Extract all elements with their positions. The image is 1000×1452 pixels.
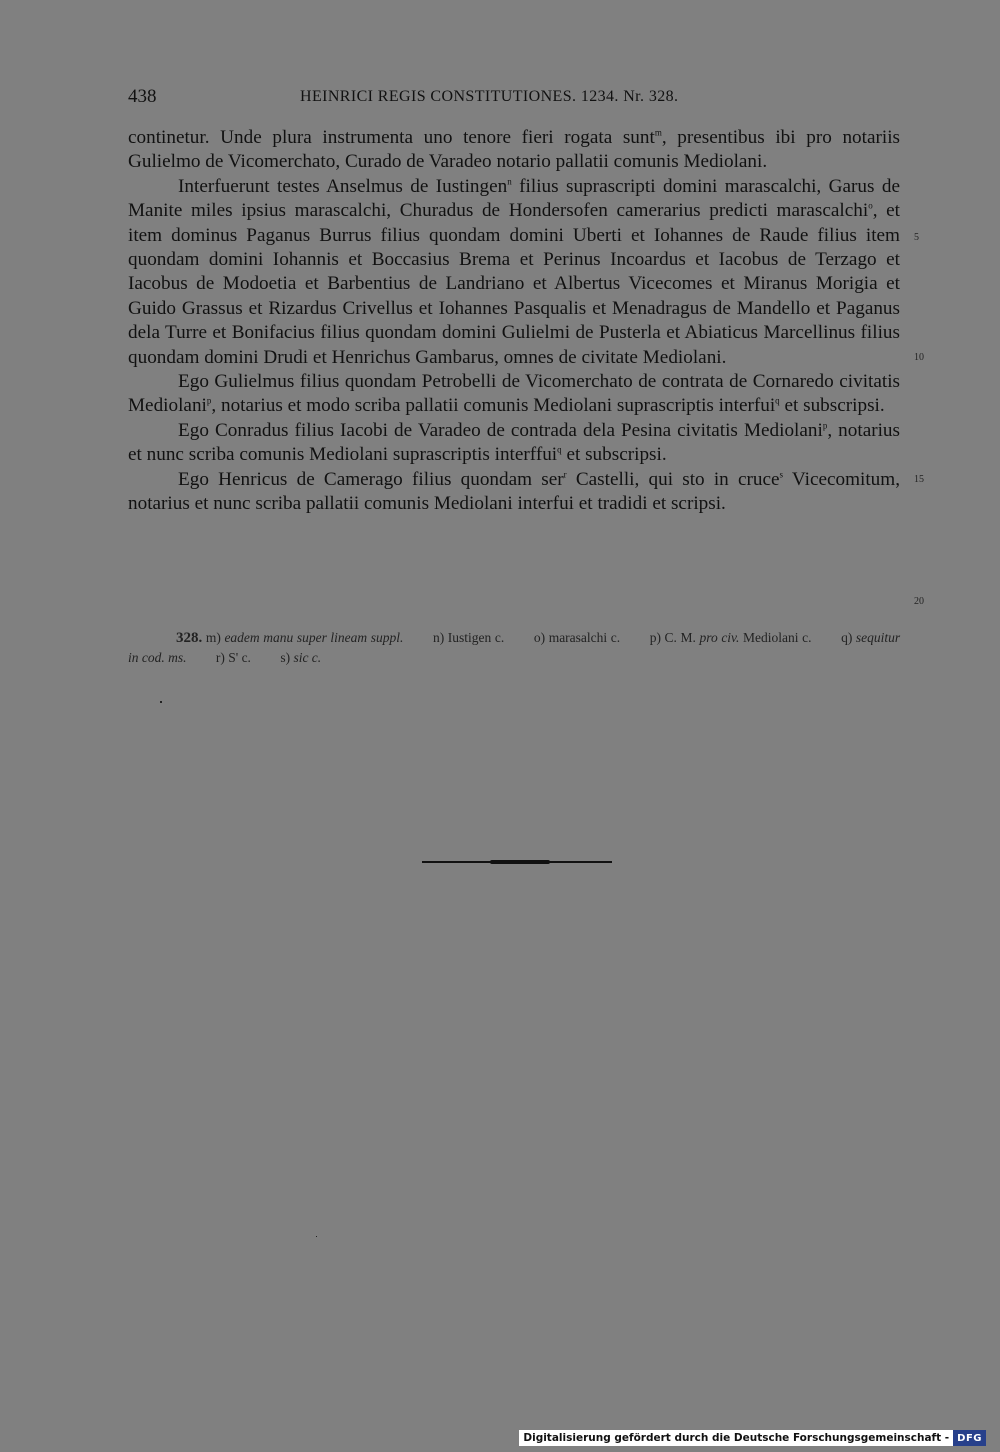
footnote-marker: q — [775, 396, 780, 407]
paragraph-subscription-henricus — [128, 468, 900, 517]
dfg-banner-text: Digitalisierung gefördert durch die Deutsche Forschungsgemeinschaft - — [523, 1432, 950, 1444]
section-divider-swell — [490, 860, 550, 864]
text-run: filius suprascripti domini marascalchi, Garus de Manite miles ipsius marascalchi, Churadus de Hondersofen camerarius predicti marascalchi — [128, 175, 901, 222]
line-number-20: 20 — [914, 596, 924, 607]
paragraph-witnesses — [128, 175, 900, 370]
footnote-r-mark: r) — [215, 650, 225, 665]
main-text — [128, 126, 900, 517]
paragraph-subscription-conradus — [128, 419, 900, 468]
footnote-n-text: Iustigen c. — [447, 630, 505, 645]
footnote-m-mark: m) — [205, 630, 221, 645]
footnote-o-mark: o) — [533, 630, 546, 645]
text-run: Castelli, qui sto in cruce — [566, 468, 780, 490]
text-run: , et item dominus Paganus Burrus filius quondam domini Uberti et Iohannes de Raude filius item quondam domini Iohannis et Boccasius Brema et Perinus Incoardus et Iacobus de Terzago et Iacobus de Modoetia et Barbentius de Landriano et Albertus Vicecomes et Miranus Morigia et Guido Grassus et Rizardus Crivellus et Iohannes Pasqualis et Menadragus de Mandello et Paganus dela Turre et Bonifacius filius quondam domini Gulielmi de Pusterla et Abiaticus Marcellinus filius quondam domini Drudi et Henrichus Gambarus, omnes de civitate Mediolani. — [128, 200, 900, 368]
footnote-o-text: marasalchi c. — [548, 630, 621, 645]
footnote-marker: p — [822, 420, 828, 431]
text-run: et subscripsi. — [779, 395, 885, 417]
text-run: Ego Gulielmus filius quondam Petrobelli de Vicomerchato de contrata de Cornaredo civitatis Mediolani — [128, 371, 900, 417]
footnote-marker: p — [206, 396, 212, 407]
page-number: 438 — [128, 86, 157, 107]
footnote-p-text-a: C. M. — [664, 630, 696, 645]
page-header — [128, 86, 900, 112]
running-title: HEINRICI REGIS CONSTITUTIONES. 1234. Nr. 328. — [300, 88, 679, 105]
footnote-marker: m — [654, 127, 662, 138]
footnote-s-text: sic c. — [293, 650, 322, 665]
text-run: Ego Conradus filius Iacobi de Varadeo de contrada dela Pesina civitatis Mediolani — [178, 419, 823, 441]
footnote-marker: s — [779, 469, 784, 480]
footnote-p-mark: p) — [649, 630, 661, 645]
text-run: , notarius et modo scriba pallatii comunis Mediolani suprascriptis interfui — [211, 395, 776, 417]
footnote-p-text-b: pro civ. — [699, 630, 740, 645]
footnote-q-text: sequitur in cod. ms. — [128, 630, 901, 665]
footnotes — [128, 628, 900, 668]
footnote-marker: n — [507, 176, 512, 187]
line-number-5: 5 — [914, 232, 919, 243]
footnote-s-mark: s) — [280, 650, 291, 665]
line-number-15: 15 — [914, 474, 924, 485]
scan-speck — [316, 1236, 317, 1237]
dfg-logo-icon: DFG — [953, 1430, 986, 1446]
footnote-q-mark: q) — [841, 630, 853, 645]
paragraph-continuation — [128, 126, 900, 175]
text-run: Ego Henricus de Camerago filius quondam ser — [178, 468, 564, 490]
text-run: , presentibus ibi pro notariis Gulielmo de Vicomerchato, Curado de Varadeo notario pallatii comunis Mediolani. — [128, 127, 900, 173]
scan-speck — [160, 701, 162, 703]
footnote-document-number: 328. — [176, 630, 203, 646]
text-run: continetur. Unde plura instrumenta uno tenore fieri rogata sunt — [128, 127, 655, 148]
footnote-marker: r — [563, 469, 567, 480]
footnote-marker: q — [557, 444, 562, 455]
text-run: Interfuerunt testes Anselmus de Iustingen — [178, 175, 508, 197]
text-run: et subscripsi. — [561, 444, 667, 466]
text-run: Vicecomitum, notarius et nunc scriba pallatii comunis Mediolani interfui et tradidi et scripsi. — [128, 468, 900, 515]
footnote-p-text-c: Mediolani c. — [743, 630, 812, 645]
footnote-n-mark: n) — [432, 630, 445, 645]
line-number-10: 10 — [914, 352, 924, 363]
footnote-r-text: S' c. — [228, 650, 251, 665]
text-run: , notarius et nunc scriba comunis Mediolani suprascriptis interffui — [128, 419, 900, 466]
footnote-marker: o — [868, 200, 873, 211]
paragraph-subscription-gulielmus — [128, 370, 900, 419]
footnote-m-text: eadem manu super lineam suppl. — [224, 630, 404, 645]
dfg-funding-banner[interactable] — [519, 1430, 986, 1446]
